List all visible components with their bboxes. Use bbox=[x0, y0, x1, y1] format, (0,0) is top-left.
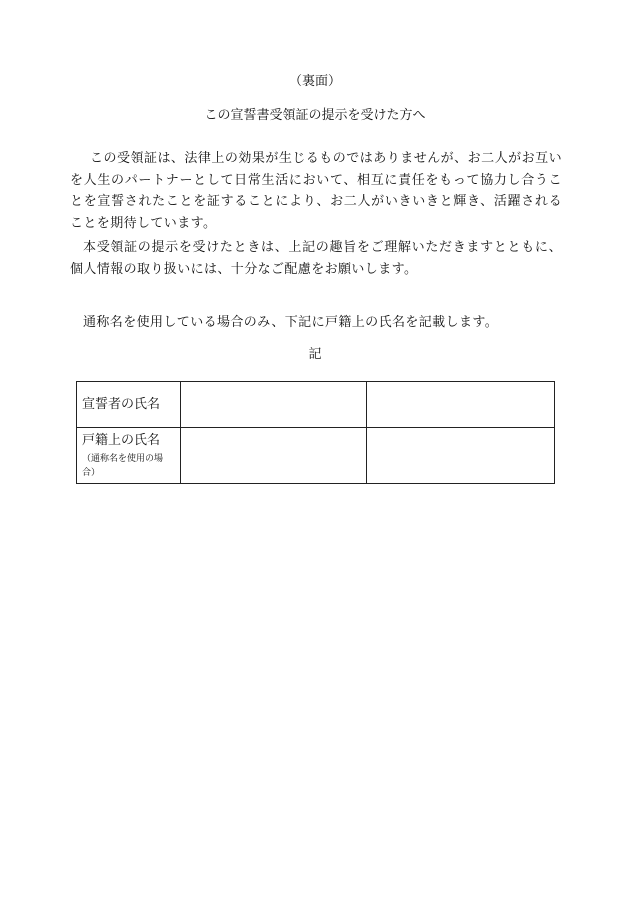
declarant-name-label: 宣誓者の氏名 bbox=[82, 396, 161, 412]
ki-marker: 記 bbox=[308, 347, 322, 362]
table-label-cell bbox=[77, 428, 181, 484]
table-row-family-register-name bbox=[77, 428, 555, 484]
table-label-cell bbox=[77, 382, 181, 428]
family-register-name-cell-2 bbox=[367, 428, 555, 484]
paragraph-common-name-note: 通称名を使用している場合のみ、下記に戸籍上の氏名を記載します。 bbox=[83, 315, 499, 330]
document-heading: この宣誓書受領証の提示を受けた方へ bbox=[204, 108, 426, 123]
side-label: （裏面） bbox=[288, 74, 341, 89]
paragraph-purpose: この受領証は、法律上の効果が生じるものではありませんが、お二人がお互いを人生のパートナーとして日常生活において、相互に責任をもって協力し合うことを宣誓されたことを証することにより、お二人がいきいきと輝き、活躍されることを期待しています。 bbox=[70, 151, 562, 231]
family-register-name-cell-1 bbox=[181, 428, 367, 484]
common-name-note: （通称名を使用の場合） bbox=[82, 453, 164, 478]
paragraph-request: 本受領証の提示を受けたときは、上記の趣旨をご理解いただきますとともに、個人情報の取り扱いには、十分なご配慮をお願いします。 bbox=[70, 240, 562, 277]
name-table bbox=[76, 381, 555, 484]
family-register-name-label: 戸籍上の氏名 bbox=[82, 432, 161, 448]
declarant-name-cell-2 bbox=[367, 382, 555, 428]
table-row-declarant-name bbox=[77, 382, 555, 428]
declarant-name-cell-1 bbox=[181, 382, 367, 428]
